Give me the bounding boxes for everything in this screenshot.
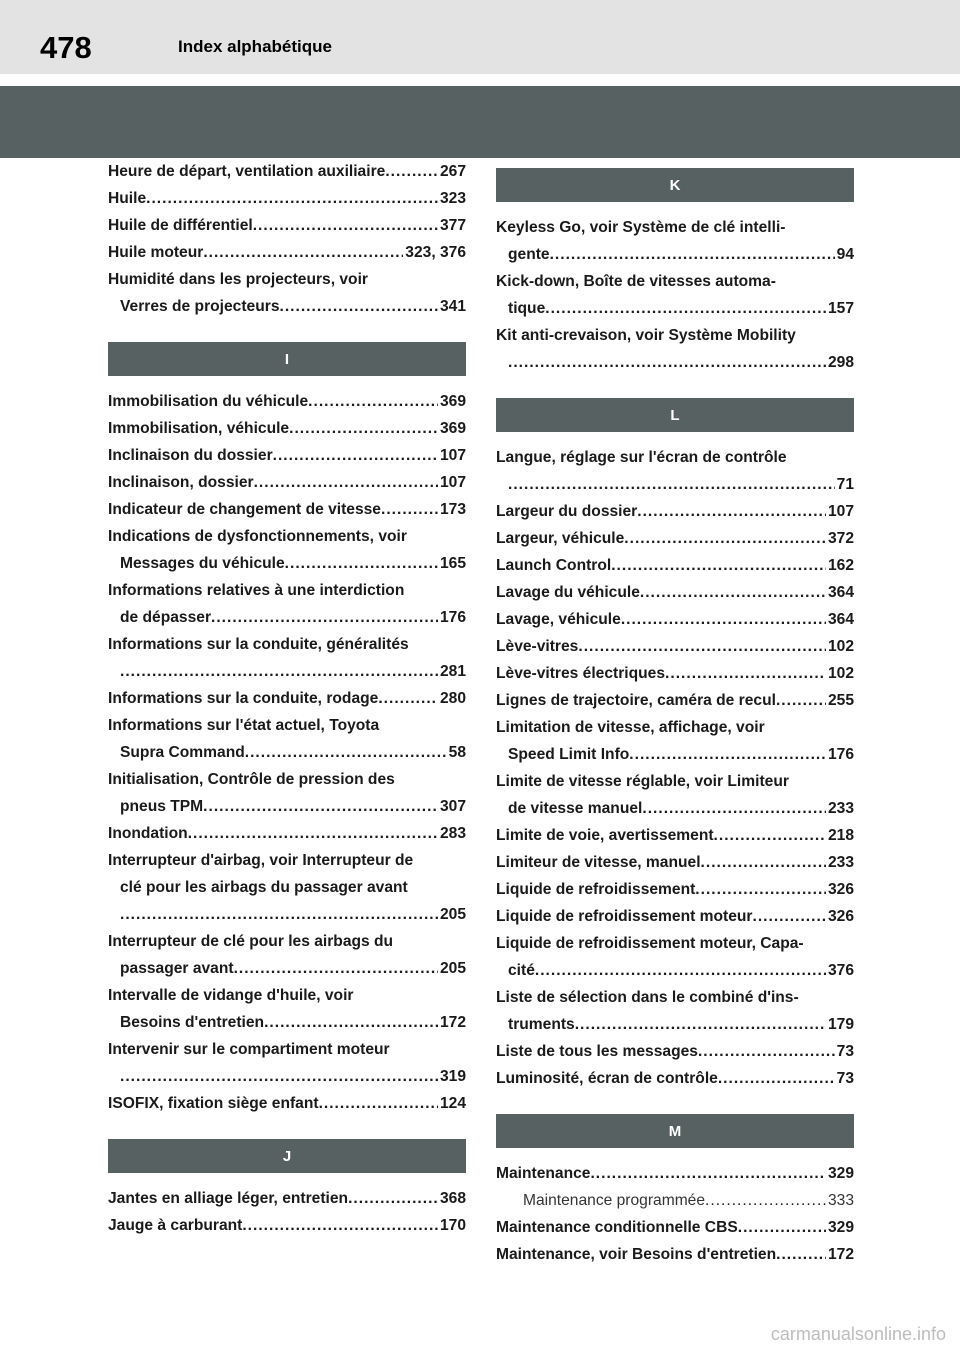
page-ref[interactable]: 102 bbox=[827, 638, 854, 655]
entry-text: de vitesse manuel bbox=[508, 800, 643, 817]
page-ref[interactable]: 205 bbox=[439, 960, 466, 977]
dot-leader bbox=[146, 185, 438, 212]
entry-text: Maintenance bbox=[496, 1165, 591, 1182]
dot-leader bbox=[203, 239, 403, 266]
page-ref[interactable]: 307 bbox=[439, 798, 466, 815]
entry-text: Inclinaison, dossier bbox=[108, 474, 254, 491]
page-ref[interactable]: 233 bbox=[827, 800, 854, 817]
entry-text: Huile de différentiel bbox=[108, 217, 253, 234]
entry-text: Intervenir sur le compartiment moteur bbox=[108, 1041, 390, 1058]
page-ref[interactable]: 326 bbox=[827, 881, 854, 898]
entry-text: Liquide de refroidissement moteur, Capa- bbox=[496, 935, 804, 952]
dot-leader bbox=[264, 1009, 438, 1036]
entry-text: Maintenance conditionnelle CBS bbox=[496, 1219, 738, 1236]
entry-text: Liste de tous les messages bbox=[496, 1043, 698, 1060]
dot-leader bbox=[550, 241, 835, 268]
page-ref[interactable]: 280 bbox=[439, 690, 466, 707]
entry-text: Limite de voie, avertissement bbox=[496, 827, 714, 844]
header-bar bbox=[0, 0, 960, 74]
dot-leader bbox=[575, 1011, 826, 1038]
index-entry bbox=[496, 444, 854, 498]
page-ref[interactable]: 107 bbox=[827, 503, 854, 520]
dot-leader bbox=[624, 525, 826, 552]
entry-text: Lavage du véhicule bbox=[496, 584, 640, 601]
entry-text: Kit anti-crevaison, voir Système Mobility bbox=[496, 327, 796, 344]
page-ref[interactable]: 377 bbox=[439, 217, 466, 234]
index-entry bbox=[108, 982, 466, 1036]
page-ref[interactable]: 179 bbox=[827, 1016, 854, 1033]
index-entry bbox=[108, 631, 466, 685]
entry-text: Interrupteur de clé pour les airbags du bbox=[108, 933, 394, 950]
page-ref[interactable]: 107 bbox=[439, 474, 466, 491]
entry-text: Informations sur l'état actuel, Toyota bbox=[108, 717, 380, 734]
section-header-j: J bbox=[108, 1139, 466, 1173]
page-ref[interactable]: 329 bbox=[827, 1165, 854, 1182]
dot-leader bbox=[120, 658, 438, 685]
page-ref[interactable]: 218 bbox=[827, 827, 854, 844]
page-ref[interactable]: 73 bbox=[836, 1043, 854, 1060]
index-entry bbox=[496, 1214, 854, 1241]
index-entry bbox=[496, 268, 854, 322]
dot-leader bbox=[289, 415, 438, 442]
dot-leader bbox=[245, 739, 447, 766]
entry-text: Lavage, véhicule bbox=[496, 611, 621, 628]
page-ref[interactable]: 255 bbox=[827, 692, 854, 709]
index-entry bbox=[496, 984, 854, 1038]
index-entry bbox=[496, 876, 854, 903]
page-ref[interactable]: 176 bbox=[827, 746, 854, 763]
dot-leader bbox=[120, 901, 438, 928]
entry-text: Maintenance programmée bbox=[523, 1192, 706, 1209]
page-ref[interactable]: 341 bbox=[439, 298, 466, 315]
dot-leader bbox=[253, 212, 438, 239]
entry-text: gente bbox=[508, 246, 550, 263]
dot-leader bbox=[535, 957, 826, 984]
dot-leader bbox=[319, 1090, 438, 1117]
entry-text: Inclinaison du dossier bbox=[108, 447, 273, 464]
dot-leader bbox=[695, 876, 826, 903]
dot-leader bbox=[701, 849, 826, 876]
index-entry bbox=[108, 847, 466, 928]
dot-leader bbox=[640, 579, 826, 606]
entry-text: cité bbox=[508, 962, 535, 979]
entry-text: Lève-vitres bbox=[496, 638, 579, 655]
dot-leader bbox=[714, 822, 826, 849]
dot-leader bbox=[211, 604, 438, 631]
index-entry bbox=[496, 214, 854, 268]
dot-leader bbox=[718, 1065, 835, 1092]
entry-text: Jantes en alliage léger, entretien bbox=[108, 1190, 349, 1207]
dot-leader bbox=[273, 442, 438, 469]
dot-leader bbox=[348, 1185, 438, 1212]
dot-leader bbox=[698, 1038, 835, 1065]
entry-text: Initialisation, Contrôle de pression des bbox=[108, 771, 395, 788]
page-ref[interactable]: 333 bbox=[827, 1192, 854, 1209]
entry-text: Verres de projecteurs bbox=[120, 298, 280, 315]
entry-text: tique bbox=[508, 300, 546, 317]
index-entry bbox=[108, 442, 466, 469]
entry-text: Largeur du dossier bbox=[496, 503, 638, 520]
entry-text: truments bbox=[508, 1016, 575, 1033]
entry-text: Jauge à carburant bbox=[108, 1217, 243, 1234]
index-entry bbox=[108, 712, 466, 766]
dot-leader bbox=[545, 295, 826, 322]
chapter-title: Index alphabétique bbox=[178, 37, 332, 56]
section-header-k: K bbox=[496, 168, 854, 202]
index-entry bbox=[108, 239, 466, 266]
dot-leader bbox=[254, 469, 438, 496]
entry-text: Limiteur de vitesse, manuel bbox=[496, 854, 701, 871]
page-ref[interactable]: 298 bbox=[827, 354, 854, 371]
index-entry bbox=[108, 928, 466, 982]
dot-leader bbox=[120, 1063, 438, 1090]
index-entry bbox=[496, 498, 854, 525]
index-entry bbox=[108, 185, 466, 212]
index-column-right bbox=[496, 158, 854, 1268]
index-entry bbox=[496, 687, 854, 714]
entry-text: Lignes de trajectoire, caméra de recul bbox=[496, 692, 776, 709]
entry-text: Informations sur la conduite, rodage bbox=[108, 690, 379, 707]
index-entry bbox=[496, 1038, 854, 1065]
page-ref[interactable]: 107 bbox=[439, 447, 466, 464]
dot-leader bbox=[308, 388, 438, 415]
page-number: 478 bbox=[40, 30, 92, 65]
entry-text: Informations sur la conduite, généralités bbox=[108, 636, 409, 653]
index-entry bbox=[496, 930, 854, 984]
index-entry bbox=[108, 212, 466, 239]
index-entry bbox=[108, 388, 466, 415]
page-ref[interactable]: 172 bbox=[439, 1014, 466, 1031]
entry-text: Kick-down, Boîte de vitesses automa- bbox=[496, 273, 776, 290]
dot-leader bbox=[280, 293, 438, 320]
page-ref[interactable]: 326 bbox=[827, 908, 854, 925]
index-entry bbox=[496, 768, 854, 822]
section-header-m: M bbox=[496, 1114, 854, 1148]
index-entry bbox=[108, 1185, 466, 1212]
entry-text: Huile moteur bbox=[108, 244, 204, 261]
entry-text: Maintenance, voir Besoins d'entretien bbox=[496, 1246, 777, 1263]
entry-text: Liquide de refroidissement moteur bbox=[496, 908, 753, 925]
page-ref[interactable]: 233 bbox=[827, 854, 854, 871]
page-ref[interactable]: 283 bbox=[439, 825, 466, 842]
index-column-left bbox=[108, 158, 466, 1239]
page-ref[interactable]: 323, 376 bbox=[405, 244, 466, 261]
entry-text: Heure de départ, ventilation auxiliaire bbox=[108, 163, 386, 180]
dot-leader bbox=[242, 1212, 438, 1239]
page-ref[interactable]: 281 bbox=[439, 663, 466, 680]
page-ref[interactable]: 58 bbox=[448, 744, 466, 761]
dot-leader bbox=[642, 795, 826, 822]
entry-text: Largeur, véhicule bbox=[496, 530, 625, 547]
entry-text: Langue, réglage sur l'écran de contrôle bbox=[496, 449, 787, 466]
entry-text: Liste de sélection dans le combiné d'ins- bbox=[496, 989, 799, 1006]
index-entry bbox=[108, 1036, 466, 1090]
entry-text: clé pour les airbags du passager avant bbox=[120, 879, 408, 896]
dot-leader bbox=[385, 158, 438, 185]
dot-leader bbox=[776, 687, 826, 714]
index-entry bbox=[108, 415, 466, 442]
entry-text: Huile bbox=[108, 190, 147, 207]
entry-text: Limitation de vitesse, affichage, voir bbox=[496, 719, 765, 736]
dot-leader bbox=[378, 685, 438, 712]
page-ref[interactable]: 102 bbox=[827, 665, 854, 682]
index-entry bbox=[496, 1187, 854, 1214]
entry-text: Inondation bbox=[108, 825, 188, 842]
entry-text: Supra Command bbox=[120, 744, 245, 761]
page-ref[interactable]: 172 bbox=[827, 1246, 854, 1263]
index-entry bbox=[108, 685, 466, 712]
index-entry bbox=[108, 1090, 466, 1117]
page-ref[interactable]: 364 bbox=[827, 584, 854, 601]
entry-text: Immobilisation du véhicule bbox=[108, 393, 309, 410]
page-ref[interactable]: 369 bbox=[439, 393, 466, 410]
dot-leader bbox=[188, 820, 438, 847]
index-entry bbox=[496, 822, 854, 849]
dot-leader bbox=[705, 1187, 826, 1214]
entry-text: Intervalle de vidange d'huile, voir bbox=[108, 987, 354, 1004]
index-entry bbox=[496, 849, 854, 876]
dot-leader bbox=[285, 550, 438, 577]
page-ref[interactable]: 176 bbox=[439, 609, 466, 626]
dot-leader bbox=[629, 741, 826, 768]
entry-text: Humidité dans les projecteurs, voir bbox=[108, 271, 368, 288]
page-ref[interactable]: 369 bbox=[439, 420, 466, 437]
section-header-i: I bbox=[108, 342, 466, 376]
page-ref[interactable]: 205 bbox=[439, 906, 466, 923]
entry-text: passager avant bbox=[120, 960, 234, 977]
dot-leader bbox=[508, 349, 826, 376]
index-entry bbox=[108, 266, 466, 320]
page-ref[interactable]: 319 bbox=[439, 1068, 466, 1085]
page-ref[interactable]: 372 bbox=[827, 530, 854, 547]
page-ref[interactable]: 165 bbox=[439, 555, 466, 572]
entry-text: de dépasser bbox=[120, 609, 212, 626]
index-entry bbox=[496, 714, 854, 768]
index-entry bbox=[108, 577, 466, 631]
index-entry bbox=[108, 469, 466, 496]
dot-leader bbox=[665, 660, 826, 687]
page-ref[interactable]: 124 bbox=[439, 1095, 466, 1112]
entry-text: Liquide de refroidissement bbox=[496, 881, 696, 898]
entry-text: Interrupteur d'airbag, voir Interrupteur de bbox=[108, 852, 414, 869]
index-entry bbox=[108, 820, 466, 847]
page-ref[interactable]: 323 bbox=[439, 190, 466, 207]
index-entry bbox=[108, 766, 466, 820]
index-entry bbox=[496, 1160, 854, 1187]
index-entry bbox=[496, 579, 854, 606]
watermark: carmanualsonline.info bbox=[770, 1324, 946, 1344]
dot-leader bbox=[578, 633, 826, 660]
index-entry bbox=[496, 633, 854, 660]
dot-leader bbox=[203, 793, 438, 820]
dot-leader bbox=[752, 903, 825, 930]
page-ref[interactable]: 73 bbox=[836, 1070, 854, 1087]
page-ref[interactable]: 368 bbox=[439, 1190, 466, 1207]
page-ref[interactable]: 94 bbox=[836, 246, 854, 263]
page-ref[interactable]: 376 bbox=[827, 962, 854, 979]
index-entry bbox=[108, 1212, 466, 1239]
entry-text: Besoins d'entretien bbox=[120, 1014, 265, 1031]
dot-leader bbox=[611, 552, 826, 579]
index-entry bbox=[496, 606, 854, 633]
entry-text: Luminosité, écran de contrôle bbox=[496, 1070, 718, 1087]
entry-text: Messages du véhicule bbox=[120, 555, 285, 572]
section-header-l: L bbox=[496, 398, 854, 432]
index-entry bbox=[496, 552, 854, 579]
entry-text: Immobilisation, véhicule bbox=[108, 420, 290, 437]
page-ref[interactable]: 329 bbox=[827, 1219, 854, 1236]
index-entry bbox=[108, 523, 466, 577]
header-band bbox=[0, 86, 960, 158]
index-entry bbox=[496, 1065, 854, 1092]
entry-text: ISOFIX, fixation siège enfant bbox=[108, 1095, 319, 1112]
page-ref[interactable]: 71 bbox=[836, 476, 854, 493]
entry-text: Lève-vitres électriques bbox=[496, 665, 666, 682]
entry-text: pneus TPM bbox=[120, 798, 204, 815]
entry-text: Launch Control bbox=[496, 557, 612, 574]
entry-text: Indicateur de changement de vitesse bbox=[108, 501, 381, 518]
entry-text: Keyless Go, voir Système de clé intelli- bbox=[496, 219, 786, 236]
page-ref[interactable]: 364 bbox=[827, 611, 854, 628]
dot-leader bbox=[776, 1241, 826, 1268]
index-entry bbox=[496, 525, 854, 552]
dot-leader bbox=[381, 496, 438, 523]
dot-leader bbox=[621, 606, 826, 633]
dot-leader bbox=[234, 955, 438, 982]
page-ref[interactable]: 170 bbox=[439, 1217, 466, 1234]
index-entry bbox=[108, 158, 466, 185]
index-entry bbox=[496, 903, 854, 930]
entry-text: Indications de dysfonctionnements, voir bbox=[108, 528, 407, 545]
page-ref[interactable]: 162 bbox=[827, 557, 854, 574]
entry-text: Limite de vitesse réglable, voir Limiteur bbox=[496, 773, 789, 790]
dot-leader bbox=[738, 1214, 826, 1241]
entry-text: Speed Limit Info bbox=[508, 746, 630, 763]
index-entry bbox=[496, 1241, 854, 1268]
dot-leader bbox=[508, 471, 835, 498]
index-entry bbox=[496, 660, 854, 687]
page-ref[interactable]: 157 bbox=[827, 300, 854, 317]
dot-leader bbox=[637, 498, 826, 525]
page-ref[interactable]: 173 bbox=[439, 501, 466, 518]
index-entry bbox=[496, 322, 854, 376]
entry-text: Informations relatives à une interdiction bbox=[108, 582, 405, 599]
index-entry bbox=[108, 496, 466, 523]
page-ref[interactable]: 267 bbox=[439, 163, 466, 180]
dot-leader bbox=[590, 1160, 826, 1187]
